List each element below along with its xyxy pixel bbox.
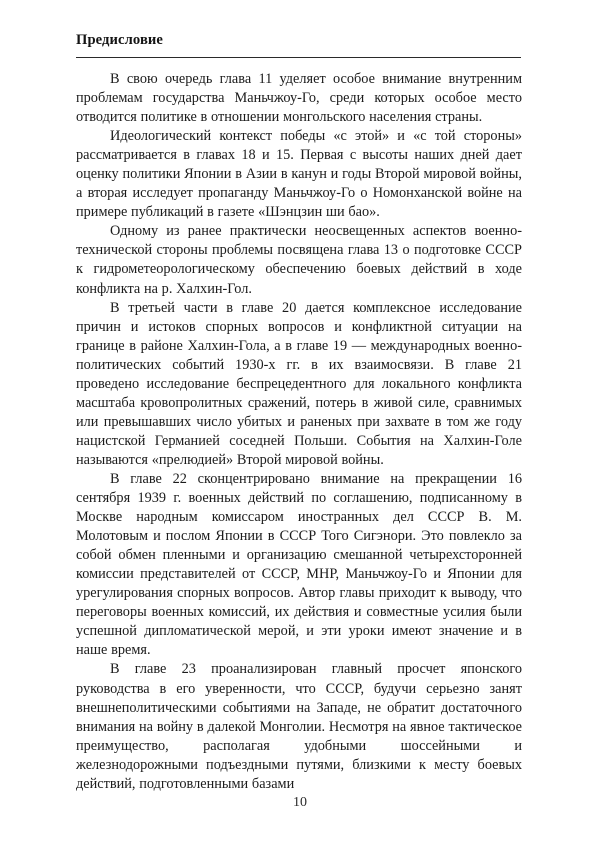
running-header [76,32,521,49]
page-number: 10 [293,795,307,810]
paragraph: В свою очередь глава 11 уделяет особое внимание внутренним проблемам государства Маньчжоу-Го, среди которых особое место отводится политике в отношении монгольского населения страны. [76,71,522,126]
header-divider [76,57,521,58]
paragraph: В главе 22 сконцентрировано внимание на прекращении 16 сентября 1939 г. военных действий по соглашению, подписанному в Москве народным комиссаром иностранных дел СССР В. М. Молотовым и послом Японии в СССР Того Сигэнори. Это повлекло за собой обмен пленными и организацию смешанной четырехсторонней комиссии представителей от СССР, МНР, Маньчжоу-Го и Японии для урегулирования спорных вопросов. Автор главы приходит к выводу, что переговоры военных комиссий, их действия и совместные усилия были успешной дипломатической мерой, и эти уроки имеют значение и в наше время. [76,470,522,659]
paragraph: Одному из ранее практически неосвещенных аспектов военно-технической стороны проблемы посвящена глава 13 о подготовке СССР к гидрометеорологическому обеспечению боевых действий в ходе конфликта на р. Халхин-Гол. [76,223,522,297]
page-title: Предисловие [76,32,164,48]
paragraph: В третьей части в главе 20 дается комплексное исследование причин и истоков спорных вопросов и конфликтной ситуации на границе в районе Халхин-Гола, а в главе 19 — международных военно-политических событий 1930-х гг. в их взаимосвязи. В главе 21 проведено исследование беспрецедентного для локального конфликта масштаба кровопролитных сражений, потерь в живой силе, сравнимых или превышавших число убитых и раненых при захвате в том же году нацистской Германией соседней Польши. События на Халхин-Голе называются «прелюдией» Второй мировой войны. [76,299,522,468]
folio [0,793,600,811]
paragraph: Идеологический контекст победы «с этой» и «с той стороны» рассматривается в главах 18 и 15. Первая с высоты наших дней дает оценку политики Японии в Азии в канун и годы Второй мировой войны, а вторая исследует пропаганду Маньчжоу-Го о Номонханской войне на примере публикаций в газете «Шэнцзин ши бао». [76,128,522,221]
paragraph: В главе 23 проанализирован главный просчет японского руководства в его уверенности, что СССР, будучи серьезно занят внешнеполитическими событиями на Западе, не обратит достаточного внимания на войну в далекой Монголии. Несмотря на явное тактическое преимущество, располагая удобными шоссейными и железнодорожными подъездными путями, близкими к месту боевых действий, подготовленными базами [76,661,522,792]
body-text [76,70,522,794]
